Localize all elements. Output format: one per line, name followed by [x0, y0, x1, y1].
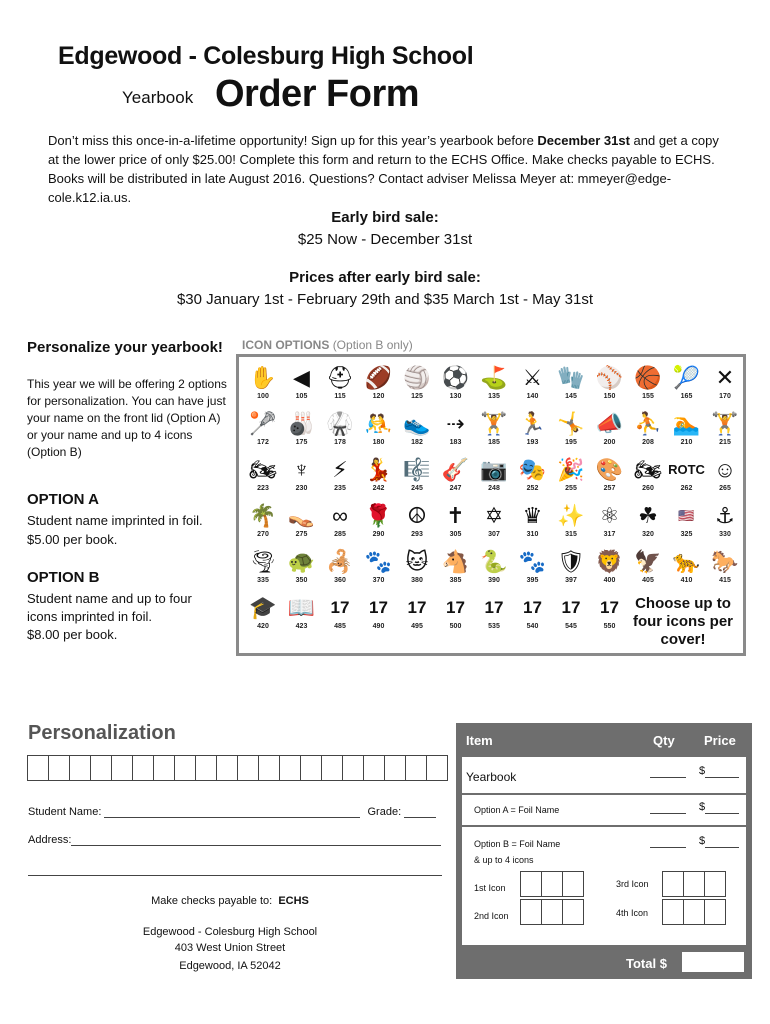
- icon-option-370: [359, 547, 399, 591]
- icon-option-135: [474, 363, 514, 407]
- address-field[interactable]: [71, 845, 441, 846]
- order-panel: [456, 723, 752, 979]
- icon-option-glyph: 👟: [403, 411, 431, 436]
- icon-option-485: [320, 593, 360, 637]
- icon-option-285: [320, 501, 360, 545]
- icon-option-172: [243, 409, 283, 453]
- option-b-qty[interactable]: [650, 847, 686, 848]
- icon-option-535: [474, 593, 514, 637]
- icon-option-495: [397, 593, 437, 637]
- mailing-address-2: 403 West Union Street: [174, 942, 286, 954]
- icon-option-glyph: ☺: [713, 457, 737, 482]
- icon-option-number: 247: [449, 485, 462, 492]
- icon-option-number: 400: [603, 577, 616, 584]
- icon-option-glyph: ⛹: [634, 411, 662, 436]
- icon-option-glyph: 17: [484, 598, 504, 617]
- icon-option-317: [590, 501, 630, 545]
- icon-option-number: 275: [295, 531, 308, 538]
- icon-option-glyph: 🐍: [480, 549, 508, 574]
- option-b-title: OPTION B: [27, 569, 100, 586]
- icon-option-255: [551, 455, 591, 499]
- icon-option-glyph: 🎳: [287, 411, 316, 436]
- icon-1-boxes[interactable]: [520, 871, 583, 897]
- icon-option-number: 178: [334, 439, 346, 446]
- icon-option-glyph: ⇢: [446, 411, 465, 436]
- icon-option-glyph: ✝: [446, 503, 465, 528]
- icon-option-glyph: 🛡: [557, 549, 585, 574]
- icon-option-glyph: 👡: [287, 503, 316, 528]
- icon-option-glyph: ⚽: [441, 365, 470, 390]
- icon-option-glyph: 🦁: [595, 549, 624, 574]
- mailing-address-1: Edgewood - Colesburg High School: [142, 926, 318, 938]
- icon-option-150: [590, 363, 630, 407]
- icon-option-number: 230: [295, 485, 308, 492]
- deadline: December 31st: [537, 133, 630, 148]
- icon-option-glyph: 🎸: [441, 457, 470, 482]
- icon-option-number: 485: [334, 623, 346, 630]
- icon-option-glyph: ⚓: [715, 503, 735, 528]
- icon-option-number: 130: [449, 393, 462, 400]
- icon-option-307: [474, 501, 514, 545]
- icon-option-glyph: 📖: [287, 595, 316, 620]
- icon-option-number: 257: [603, 485, 616, 492]
- icon-option-545: [551, 593, 591, 637]
- icon-option-glyph: 17: [407, 598, 427, 617]
- icon-option-number: 540: [526, 623, 539, 630]
- icon-option-glyph: ⛑: [326, 365, 354, 390]
- icon-option-glyph: 🥋: [326, 411, 354, 436]
- after-sale-title: Prices after early bird sale:: [289, 269, 481, 286]
- icon-option-number: 208: [642, 439, 654, 446]
- icon-option-248: [474, 455, 514, 499]
- icon-option-number: 423: [295, 623, 308, 630]
- icon-option-175: [282, 409, 322, 453]
- icon-option-number: 155: [642, 393, 654, 400]
- icon-option-glyph: 💃: [364, 457, 393, 482]
- early-bird-price: $25 Now - December 31st: [297, 231, 473, 248]
- icon-option-200: [590, 409, 630, 453]
- icon-option-275: [282, 501, 322, 545]
- icon-option-glyph: ⚾: [595, 365, 624, 390]
- icon-option-glyph: 🌪: [249, 549, 277, 574]
- icon-option-glyph: 🧤: [557, 365, 585, 390]
- row-option-a: Option A = Foil Name $: [462, 795, 746, 825]
- icon-option-glyph: ⚔: [522, 365, 543, 390]
- form-title: Order Form: [215, 73, 420, 115]
- option-a-title: OPTION A: [27, 491, 99, 508]
- personalization-heading: Personalization: [28, 722, 176, 744]
- icon-option-360: [320, 547, 360, 591]
- option-b-desc-3: $8.00 per book.: [27, 627, 118, 642]
- icon-option-350: [282, 547, 322, 591]
- icon-option-glyph: ⚡: [332, 457, 348, 482]
- icon-option-glyph: 🐱: [405, 549, 429, 574]
- icon-option-397: [551, 547, 591, 591]
- icon-option-glyph: ◀: [293, 365, 310, 390]
- total-label: Total $: [626, 956, 667, 971]
- icon-option-145: [551, 363, 591, 407]
- icon-option-120: [359, 363, 399, 407]
- icon-option-260: [628, 455, 668, 499]
- icon-option-223: [243, 455, 283, 499]
- option-a-qty[interactable]: [650, 813, 686, 814]
- icon-option-415: [705, 547, 745, 591]
- icon-option-number: 500: [449, 623, 462, 630]
- yearbook-label: Yearbook: [122, 88, 194, 107]
- icon-option-number: 293: [411, 531, 423, 538]
- icon-option-glyph: 🤸: [557, 411, 585, 436]
- icon-option-number: 150: [603, 393, 616, 400]
- icon-option-number: 370: [372, 577, 385, 584]
- student-name-row: Student Name: Grade:: [28, 806, 436, 818]
- icon-option-410: [667, 547, 707, 591]
- icon-option-195: [551, 409, 591, 453]
- icon-option-number: 265: [719, 485, 731, 492]
- icon-option-number: 385: [449, 577, 462, 584]
- icon-option-number: 550: [603, 623, 616, 630]
- icon-option-293: [397, 501, 437, 545]
- icon-option-number: 215: [719, 439, 731, 446]
- icon-option-number: 135: [488, 393, 500, 400]
- icon-option-glyph: 🎉: [557, 457, 585, 482]
- icon-option-number: 335: [257, 577, 269, 584]
- icon-option-310: [513, 501, 553, 545]
- icon-option-number: 245: [411, 485, 423, 492]
- icon-option-242: [359, 455, 399, 499]
- icon-option-490: [359, 593, 399, 637]
- icon-option-315: [551, 501, 591, 545]
- icon-option-glyph: 17: [600, 598, 619, 617]
- icon-option-glyph: 🐴: [441, 549, 470, 574]
- icon-options-box: [236, 354, 746, 656]
- icon-option-540: [513, 593, 553, 637]
- icon-option-glyph: ☮: [407, 503, 427, 528]
- icon-option-180: [359, 409, 399, 453]
- icon-option-number: 182: [411, 439, 423, 446]
- icon-option-125: [397, 363, 437, 407]
- icon-option-glyph: 17: [369, 598, 388, 617]
- icon-option-glyph: 📣: [595, 411, 624, 436]
- icon-option-number: 145: [565, 393, 577, 400]
- icon-option-glyph: 🏍: [634, 457, 662, 482]
- icon-option-number: 140: [526, 393, 539, 400]
- icon-option-105: [282, 363, 322, 407]
- icon-option-number: 270: [257, 531, 269, 538]
- icon-option-235: [320, 455, 360, 499]
- icon-option-number: 115: [334, 393, 346, 400]
- icon-option-glyph: ∞: [332, 503, 348, 528]
- icon-option-number: 320: [642, 531, 654, 538]
- icon-option-glyph: 🏋: [711, 411, 739, 436]
- icon-option-glyph: 🌴: [249, 503, 277, 528]
- icon-option-glyph: 🐾: [364, 549, 393, 574]
- option-a-desc-1: Student name imprinted in foil.: [27, 513, 203, 528]
- icon-option-390: [474, 547, 514, 591]
- icon-option-number: 410: [680, 577, 693, 584]
- icon-option-glyph: 🏈: [364, 365, 393, 390]
- icon-option-number: 285: [334, 531, 346, 538]
- option-b-desc-2: icons imprinted in foil.: [27, 609, 152, 624]
- icon-option-glyph: 🎾: [672, 365, 701, 390]
- icon-option-number: 242: [372, 485, 385, 492]
- icon-option-number: 170: [719, 393, 731, 400]
- icon-option-glyph: 🏍: [249, 457, 277, 482]
- row-yearbook: Yearbook $: [462, 757, 746, 793]
- icon-option-245: [397, 455, 437, 499]
- icon-option-400: [590, 547, 630, 591]
- icon-option-number: 262: [680, 485, 693, 492]
- icon-option-385: [436, 547, 476, 591]
- icon-option-395: [513, 547, 553, 591]
- icon-option-number: 310: [526, 531, 539, 538]
- icon-option-number: 248: [488, 485, 500, 492]
- icon-option-number: 325: [680, 531, 693, 538]
- icon-option-230: [282, 455, 322, 499]
- icon-option-glyph: 🤼: [364, 411, 393, 436]
- icon-option-number: 305: [449, 531, 462, 538]
- icon-3-boxes[interactable]: [662, 871, 725, 897]
- icon-option-glyph: 🎭: [518, 457, 547, 482]
- icon-option-252: [513, 455, 553, 499]
- icon-option-185: [474, 409, 514, 453]
- icon-option-number: 125: [411, 393, 423, 400]
- yearbook-qty[interactable]: [650, 777, 686, 778]
- icon-option-number: 175: [295, 439, 308, 446]
- option-a-price[interactable]: [705, 813, 739, 814]
- icon-option-glyph: 🐾: [518, 549, 547, 574]
- icon-option-glyph: ✨: [557, 503, 585, 528]
- total-field[interactable]: [682, 952, 744, 972]
- icon-option-number: 290: [372, 531, 385, 538]
- icon-option-500: [436, 593, 476, 637]
- icon-option-335: [243, 547, 283, 591]
- qty-header: Qty: [653, 733, 675, 748]
- icon-option-number: 360: [334, 577, 346, 584]
- icon-option-glyph: 🐢: [287, 549, 316, 574]
- icon-option-100: [243, 363, 283, 407]
- choose-icons-note: Choose up to four icons per cover!: [632, 595, 733, 648]
- price-header: Price: [704, 733, 736, 748]
- icon-option-number: 105: [295, 393, 308, 400]
- icon-option-number: 185: [488, 439, 500, 446]
- icon-option-glyph: ROTC: [668, 462, 705, 477]
- icon-option-number: 330: [719, 531, 731, 538]
- icon-option-glyph: 🥍: [249, 411, 277, 436]
- icon-option-number: 100: [257, 393, 269, 400]
- icon-option-320: [628, 501, 668, 545]
- icon-option-glyph: 🎨: [595, 457, 624, 482]
- icon-option-glyph: 17: [330, 598, 350, 617]
- icon-option-380: [397, 547, 437, 591]
- icon-option-number: 235: [334, 485, 346, 492]
- icon-option-number: 415: [719, 577, 731, 584]
- early-bird-title: Early bird sale:: [331, 209, 439, 226]
- icon-option-glyph: 17: [446, 598, 465, 617]
- personalize-heading: Personalize your yearbook!: [27, 339, 223, 356]
- icon-option-glyph: ♛: [522, 503, 543, 528]
- icon-option-number: 545: [565, 623, 577, 630]
- student-name-field[interactable]: [104, 817, 360, 818]
- icon-option-glyph: 🐎: [711, 549, 739, 574]
- grade-field[interactable]: [404, 817, 436, 818]
- icon-option-glyph: 🏐: [403, 365, 431, 390]
- icon-option-170: [705, 363, 745, 407]
- icon-option-number: 307: [488, 531, 500, 538]
- icon-option-glyph: ⚛: [599, 503, 620, 528]
- icon-option-glyph: ♆: [293, 457, 310, 482]
- icon-option-405: [628, 547, 668, 591]
- icon-2-boxes[interactable]: [520, 899, 583, 925]
- icon-option-number: 260: [642, 485, 654, 492]
- icon-option-number: 210: [680, 439, 693, 446]
- mailing-address-3: Edgewood, IA 52042: [179, 960, 281, 972]
- icon-option-208: [628, 409, 668, 453]
- icon-option-305: [436, 501, 476, 545]
- icon-option-number: 397: [565, 577, 577, 584]
- yearbook-price[interactable]: [705, 777, 739, 778]
- icon-option-270: [243, 501, 283, 545]
- icon-option-number: 193: [526, 439, 539, 446]
- icon-option-number: 200: [603, 439, 616, 446]
- icon-option-number: 180: [372, 439, 385, 446]
- icon-option-glyph: 🎼: [403, 457, 431, 482]
- icon-option-glyph: 17: [523, 598, 542, 617]
- icon-option-number: 183: [449, 439, 462, 446]
- icon-option-420: [243, 593, 283, 637]
- checks-payable: Make checks payable to: ECHS: [151, 895, 309, 907]
- icon-option-210: [667, 409, 707, 453]
- icon-option-number: 420: [257, 623, 269, 630]
- option-a-desc-2: $5.00 per book.: [27, 532, 118, 547]
- icon-option-number: 405: [642, 577, 654, 584]
- icon-option-262: [667, 455, 707, 499]
- icon-option-glyph: 📷: [480, 457, 508, 482]
- row-option-b: Option B = Foil Name & up to 4 icons $ 1st Icon 2nd Icon 3rd Icon 4th Icon: [462, 827, 746, 945]
- icon-option-glyph: ✋: [249, 365, 277, 390]
- icon-option-330: [705, 501, 745, 545]
- icon-option-number: 395: [526, 577, 539, 584]
- icon-option-number: 223: [257, 485, 269, 492]
- icon-option-number: 390: [488, 577, 500, 584]
- icon-option-257: [590, 455, 630, 499]
- icon-option-265: [705, 455, 745, 499]
- address-row: Address:: [28, 834, 441, 846]
- icon-option-number: 317: [603, 531, 616, 538]
- icon-option-247: [436, 455, 476, 499]
- school-name: Edgewood - Colesburg High School: [58, 42, 474, 70]
- icon-option-number: 165: [680, 393, 693, 400]
- after-sale-price: $30 January 1st - February 29th and $35 March 1st - May 31st: [176, 291, 594, 308]
- icon-option-glyph: 🌹: [364, 503, 393, 528]
- icon-option-193: [513, 409, 553, 453]
- intro-paragraph: Don’t miss this once-in-a-lifetime opportunity! Sign up for this year’s yearbook before December 31st and get a copy at the lower price of only $25.00! Complete this form and return to the ECHS Office. Make checks payable to ECHS. Books will be distributed in late August 2016. Questions? Contact adviser Melissa Meyer at: mmeyer@edge-cole.k12.ia.us.: [48, 133, 719, 205]
- icon-option-number: 350: [295, 577, 308, 584]
- icon-option-glyph: 🏋: [480, 411, 508, 436]
- icon-option-number: 120: [372, 393, 385, 400]
- icon-option-glyph: 🏊: [672, 411, 701, 436]
- icon-option-165: [667, 363, 707, 407]
- icon-option-glyph: 🐆: [672, 549, 701, 574]
- icon-option-glyph: 🦅: [634, 549, 662, 574]
- icon-option-number: 255: [565, 485, 577, 492]
- icon-option-178: [320, 409, 360, 453]
- icon-option-glyph: 🏀: [634, 365, 662, 390]
- icon-option-325: [667, 501, 707, 545]
- icon-option-115: [320, 363, 360, 407]
- icon-option-number: 535: [488, 623, 500, 630]
- icon-option-140: [513, 363, 553, 407]
- address-field-line-2[interactable]: [28, 875, 442, 876]
- icon-option-number: 495: [411, 623, 423, 630]
- icon-option-215: [705, 409, 745, 453]
- personalize-description: This year we will be offering 2 options for personalization. You can have just your name on the front lid (Option A) or your name and up to 4 icons (Option B): [27, 377, 227, 459]
- icon-options-heading: ICON OPTIONS (Option B only): [242, 338, 413, 352]
- icon-option-glyph: 🎓: [249, 595, 277, 620]
- icon-option-glyph: ✡: [484, 503, 504, 528]
- icon-option-number: 172: [257, 439, 269, 446]
- icon-option-number: 490: [372, 623, 385, 630]
- icon-option-number: 252: [526, 485, 539, 492]
- icon-option-glyph: ⛳: [480, 365, 508, 390]
- icon-option-number: 315: [565, 531, 577, 538]
- option-b-price[interactable]: [705, 847, 739, 848]
- icon-option-423: [282, 593, 322, 637]
- icon-option-glyph: 🏃: [518, 411, 547, 436]
- icon-4-boxes[interactable]: [662, 899, 725, 925]
- icon-option-182: [397, 409, 437, 453]
- icon-option-glyph: ☘: [638, 503, 658, 528]
- item-header: Item: [466, 733, 493, 748]
- icon-option-glyph: ✕: [715, 365, 735, 390]
- icon-option-155: [628, 363, 668, 407]
- icon-option-glyph: 17: [561, 598, 581, 617]
- icon-option-glyph: 🇺🇸: [678, 508, 695, 523]
- icon-option-183: [436, 409, 476, 453]
- icon-option-290: [359, 501, 399, 545]
- icon-option-130: [436, 363, 476, 407]
- icon-option-number: 380: [411, 577, 423, 584]
- icon-option-number: 195: [565, 439, 577, 446]
- name-letter-boxes[interactable]: [27, 755, 447, 781]
- option-b-desc-1: Student name and up to four: [27, 591, 192, 606]
- icon-option-glyph: 🦂: [326, 549, 354, 574]
